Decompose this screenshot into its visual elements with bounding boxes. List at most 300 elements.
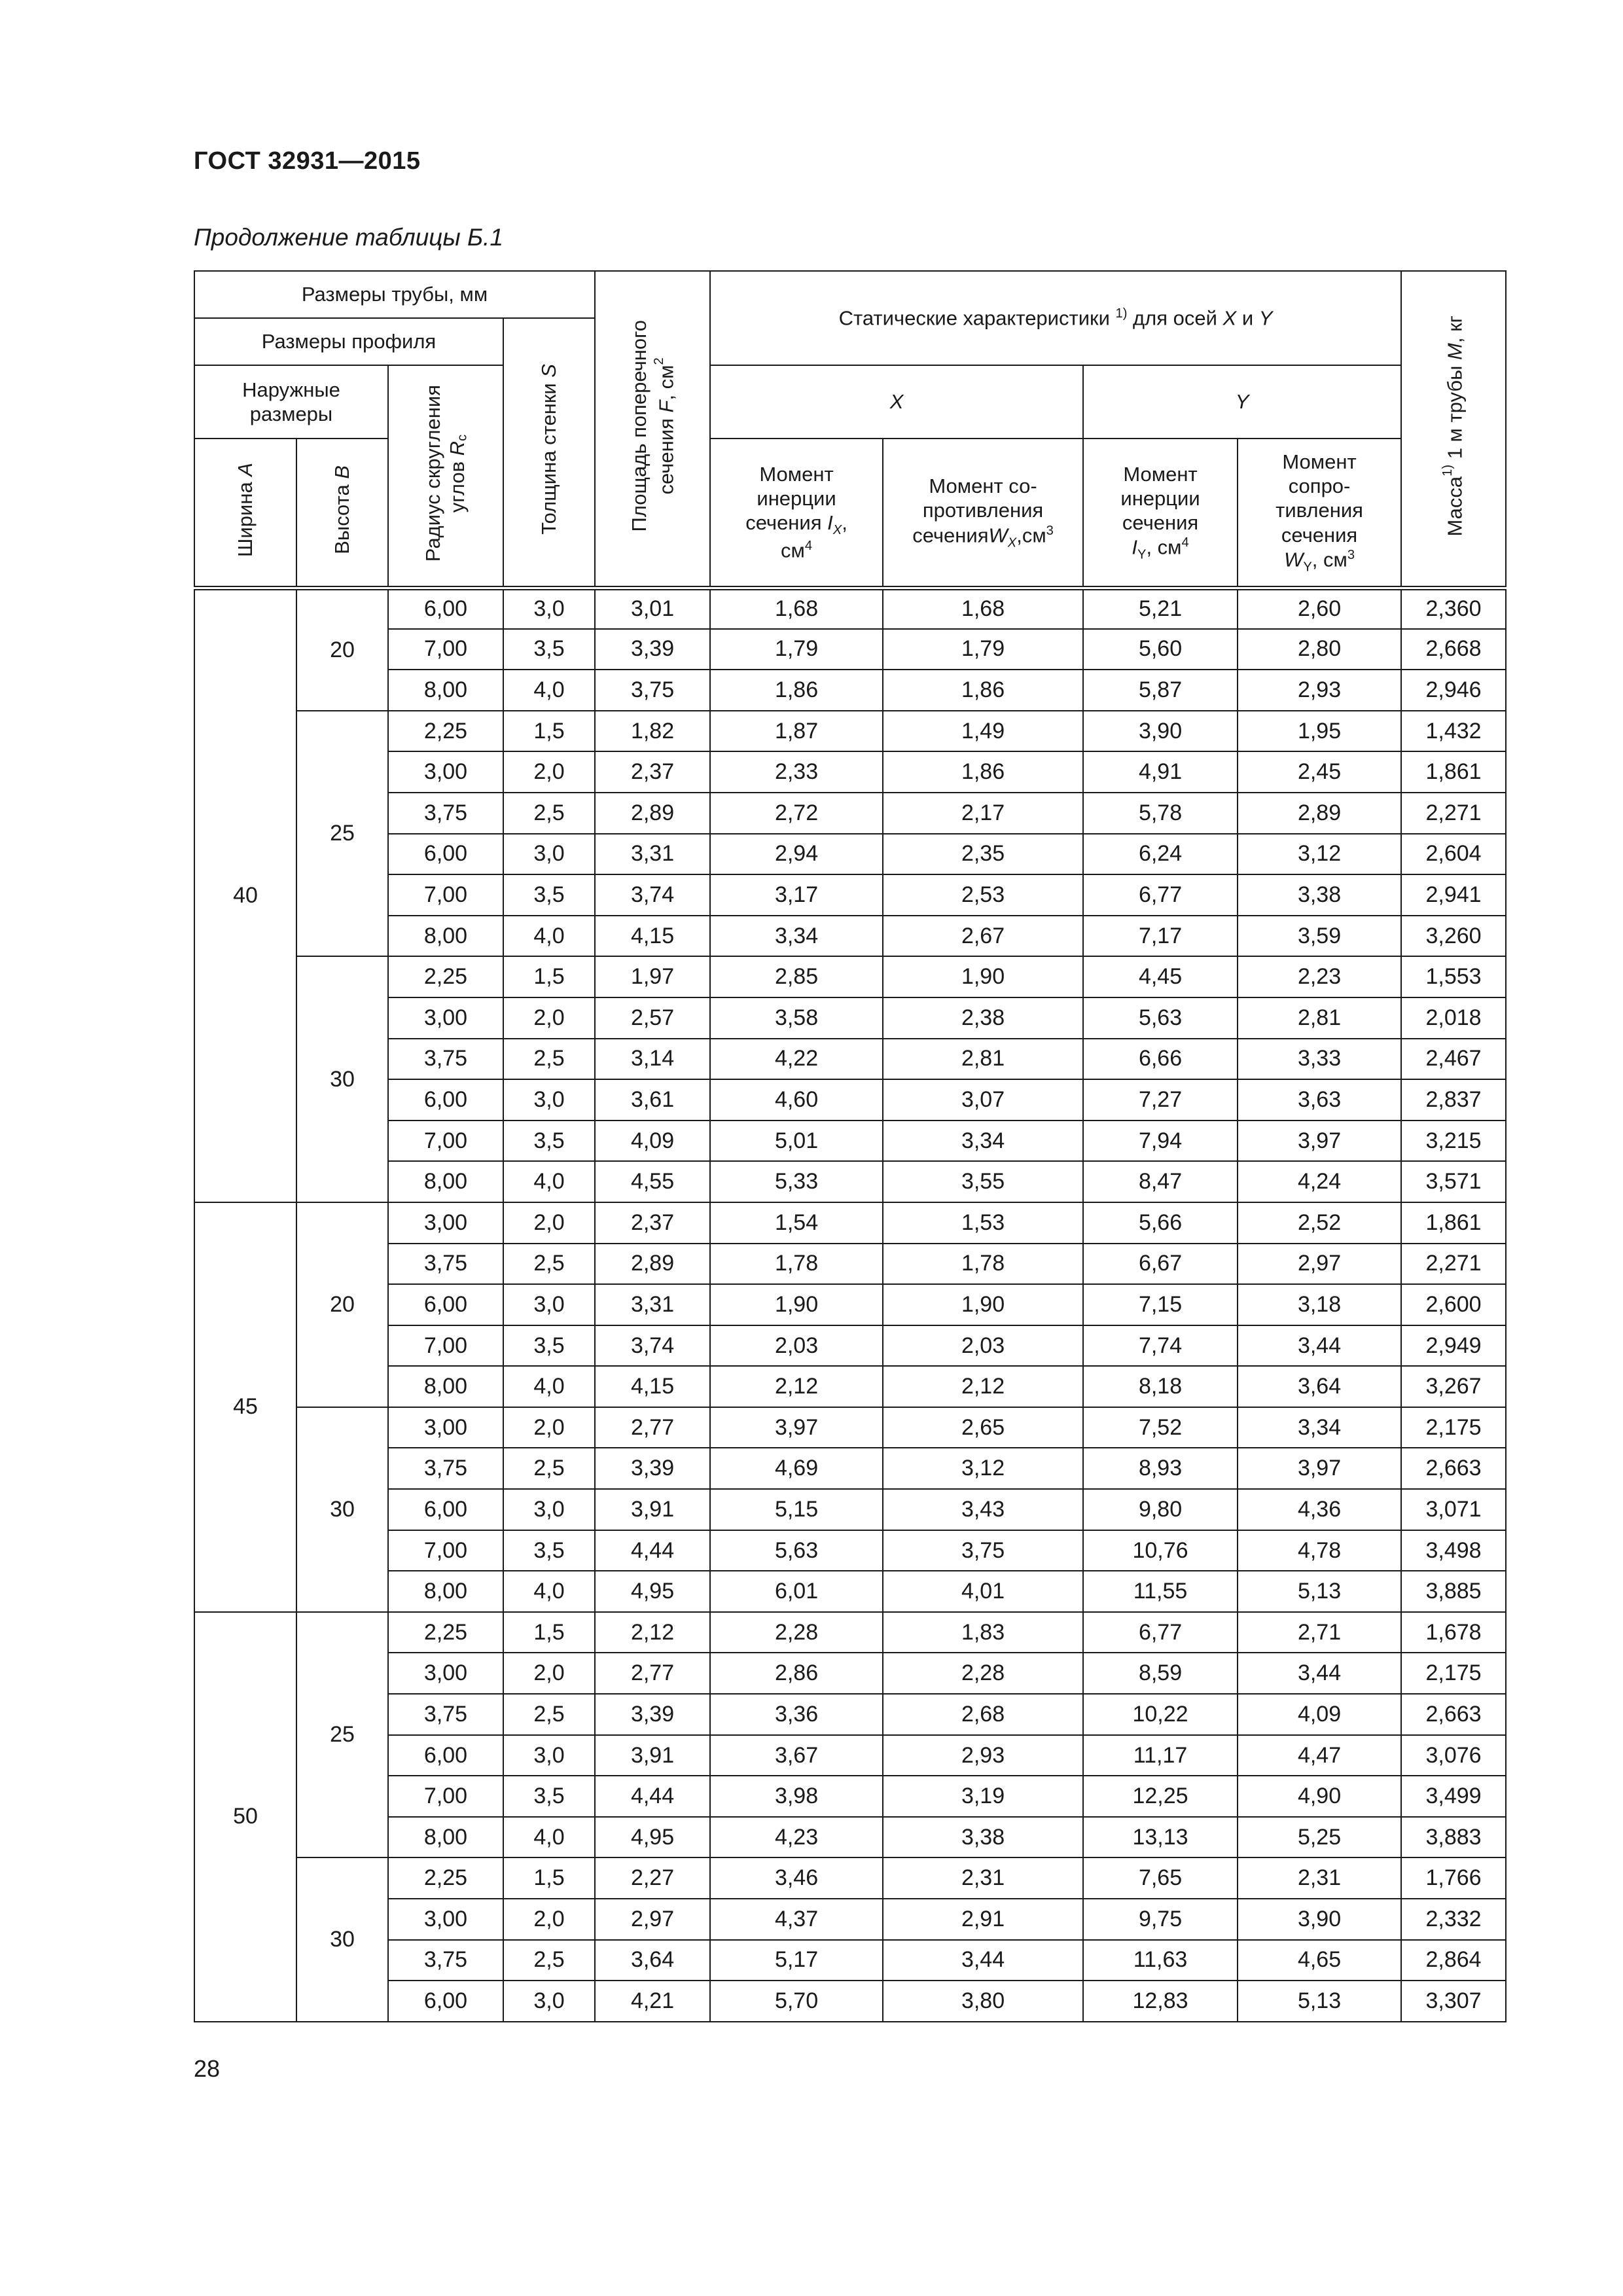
table-cell: 3,00 bbox=[388, 997, 503, 1039]
table-cell: 7,00 bbox=[388, 1325, 503, 1367]
table-row bbox=[194, 1899, 1506, 1940]
table-cell: 1,83 bbox=[883, 1612, 1083, 1653]
table-cell: 2,0 bbox=[503, 1653, 595, 1694]
table-cell: 1,90 bbox=[883, 956, 1083, 997]
table-cell: 2,60 bbox=[1238, 588, 1401, 629]
table-cell: 2,332 bbox=[1401, 1899, 1506, 1940]
table-cell: 7,00 bbox=[388, 874, 503, 916]
header-mass: Масса$^{1)}$ 1 м трубы M, кг bbox=[1401, 271, 1506, 588]
table-cell: 3,18 bbox=[1238, 1284, 1401, 1325]
table-cell: 1,49 bbox=[883, 711, 1083, 752]
table-cell: 4,95 bbox=[595, 1817, 710, 1858]
table-row bbox=[194, 629, 1506, 670]
table-cell: 2,27 bbox=[595, 1857, 710, 1899]
table-row bbox=[194, 1161, 1506, 1202]
table-cell: 30 bbox=[296, 956, 388, 1202]
table-cell: 4,47 bbox=[1238, 1735, 1401, 1776]
table-cell: 9,75 bbox=[1083, 1899, 1238, 1940]
table-cell: 2,65 bbox=[883, 1407, 1083, 1448]
table-row bbox=[194, 1735, 1506, 1776]
table-cell: 3,38 bbox=[1238, 874, 1401, 916]
table-cell: 8,00 bbox=[388, 1817, 503, 1858]
table-cell: 4,0 bbox=[503, 1161, 595, 1202]
table-cell: 2,53 bbox=[883, 874, 1083, 916]
table-cell: 2,31 bbox=[1238, 1857, 1401, 1899]
table-cell: 2,91 bbox=[883, 1899, 1083, 1940]
table-cell: 5,60 bbox=[1083, 629, 1238, 670]
header-axis-x: X bbox=[710, 365, 1083, 439]
table-row bbox=[194, 874, 1506, 916]
table-cell: 2,5 bbox=[503, 1940, 595, 1981]
table-cell: 2,0 bbox=[503, 751, 595, 793]
table-cell: 2,81 bbox=[883, 1039, 1083, 1080]
table-cell: 1,79 bbox=[710, 629, 883, 670]
table-cell: 2,271 bbox=[1401, 1244, 1506, 1285]
table-row bbox=[194, 1202, 1506, 1244]
table-cell: 4,55 bbox=[595, 1161, 710, 1202]
table-cell: 4,15 bbox=[595, 916, 710, 957]
table-cell: 7,65 bbox=[1083, 1857, 1238, 1899]
table-cell: 2,0 bbox=[503, 1407, 595, 1448]
table-cell: 1,861 bbox=[1401, 751, 1506, 793]
table-cell: 3,0 bbox=[503, 1079, 595, 1121]
table-cell: 1,54 bbox=[710, 1202, 883, 1244]
table-cell: 2,600 bbox=[1401, 1284, 1506, 1325]
table-cell: 1,432 bbox=[1401, 711, 1506, 752]
table-cell: 6,00 bbox=[388, 1284, 503, 1325]
table-cell: 1,68 bbox=[710, 588, 883, 629]
table-row bbox=[194, 670, 1506, 711]
table-cell: 2,946 bbox=[1401, 670, 1506, 711]
table-cell: 2,93 bbox=[883, 1735, 1083, 1776]
table-cell: 3,98 bbox=[710, 1776, 883, 1817]
table-row bbox=[194, 1940, 1506, 1981]
table-cell: 11,63 bbox=[1083, 1940, 1238, 1981]
table-cell: 4,91 bbox=[1083, 751, 1238, 793]
table-cell: 12,83 bbox=[1083, 1981, 1238, 2022]
table-cell: 2,018 bbox=[1401, 997, 1506, 1039]
table-cell: 3,0 bbox=[503, 834, 595, 875]
table-cell: 2,360 bbox=[1401, 588, 1506, 629]
table-cell: 1,766 bbox=[1401, 1857, 1506, 1899]
table-cell: 2,0 bbox=[503, 1899, 595, 1940]
table-caption: Продолжение таблицы Б.1 bbox=[194, 224, 503, 251]
table-cell: 2,80 bbox=[1238, 629, 1401, 670]
table-cell: 3,75 bbox=[595, 670, 710, 711]
table-cell: 7,94 bbox=[1083, 1121, 1238, 1162]
table-cell: 1,78 bbox=[710, 1244, 883, 1285]
table-cell: 8,00 bbox=[388, 916, 503, 957]
table-cell: 3,75 bbox=[883, 1530, 1083, 1571]
table-cell: 7,52 bbox=[1083, 1407, 1238, 1448]
table-cell: 11,17 bbox=[1083, 1735, 1238, 1776]
table-cell: 3,75 bbox=[388, 1694, 503, 1735]
table-cell: 2,93 bbox=[1238, 670, 1401, 711]
table-row bbox=[194, 1448, 1506, 1489]
table-cell: 4,37 bbox=[710, 1899, 883, 1940]
table-cell: 1,79 bbox=[883, 629, 1083, 670]
table-row bbox=[194, 834, 1506, 875]
table-cell: 2,25 bbox=[388, 956, 503, 997]
table-cell: 8,00 bbox=[388, 1571, 503, 1612]
table-cell: 3,90 bbox=[1083, 711, 1238, 752]
table-cell: 2,85 bbox=[710, 956, 883, 997]
table-cell: 9,80 bbox=[1083, 1489, 1238, 1530]
table-cell: 1,861 bbox=[1401, 1202, 1506, 1244]
table-cell: 5,33 bbox=[710, 1161, 883, 1202]
table-cell: 4,45 bbox=[1083, 956, 1238, 997]
table-row bbox=[194, 1571, 1506, 1612]
table-cell: 4,22 bbox=[710, 1039, 883, 1080]
table-cell: 5,13 bbox=[1238, 1571, 1401, 1612]
table-cell: 4,21 bbox=[595, 1981, 710, 2022]
table-cell: 3,307 bbox=[1401, 1981, 1506, 2022]
table-cell: 3,00 bbox=[388, 751, 503, 793]
table-cell: 2,668 bbox=[1401, 629, 1506, 670]
table-cell: 3,75 bbox=[388, 1244, 503, 1285]
table-cell: 40 bbox=[194, 588, 296, 1202]
table-cell: 3,39 bbox=[595, 1694, 710, 1735]
table-cell: 3,498 bbox=[1401, 1530, 1506, 1571]
table-cell: 30 bbox=[296, 1407, 388, 1612]
table-cell: 2,467 bbox=[1401, 1039, 1506, 1080]
table-cell: 2,864 bbox=[1401, 1940, 1506, 1981]
table-cell: 1,5 bbox=[503, 956, 595, 997]
table-cell: 3,39 bbox=[595, 1448, 710, 1489]
table-cell: 4,09 bbox=[595, 1121, 710, 1162]
table-cell: 5,63 bbox=[710, 1530, 883, 1571]
table-cell: 8,93 bbox=[1083, 1448, 1238, 1489]
table-row bbox=[194, 1776, 1506, 1817]
header-cross-section-area: Площадь поперечного сечения F, $см^2$ bbox=[595, 271, 710, 588]
table-cell: 1,78 bbox=[883, 1244, 1083, 1285]
table-cell: 7,17 bbox=[1083, 916, 1238, 957]
table-cell: 2,271 bbox=[1401, 793, 1506, 834]
table-cell: 3,499 bbox=[1401, 1776, 1506, 1817]
table-row bbox=[194, 1039, 1506, 1080]
table-cell: 3,215 bbox=[1401, 1121, 1506, 1162]
table-cell: 10,76 bbox=[1083, 1530, 1238, 1571]
table-cell: 3,0 bbox=[503, 1735, 595, 1776]
table-cell: 5,66 bbox=[1083, 1202, 1238, 1244]
table-cell: 3,01 bbox=[595, 588, 710, 629]
header-height-b: Высота B bbox=[296, 439, 388, 588]
table-cell: 4,0 bbox=[503, 1571, 595, 1612]
table-cell: 2,28 bbox=[883, 1653, 1083, 1694]
table-cell: 4,01 bbox=[883, 1571, 1083, 1612]
table-cell: 4,23 bbox=[710, 1817, 883, 1858]
table-cell: 7,00 bbox=[388, 1776, 503, 1817]
table-cell: 2,97 bbox=[595, 1899, 710, 1940]
table-cell: 3,267 bbox=[1401, 1366, 1506, 1407]
table-cell: 2,89 bbox=[595, 793, 710, 834]
header-static-characteristics: Статические характеристики $^{1)}$ для осей X и Y bbox=[710, 271, 1401, 365]
table-cell: 8,47 bbox=[1083, 1161, 1238, 1202]
table-row bbox=[194, 588, 1506, 629]
table-cell: 2,94 bbox=[710, 834, 883, 875]
table-cell: 2,31 bbox=[883, 1857, 1083, 1899]
table-cell: 2,52 bbox=[1238, 1202, 1401, 1244]
table-cell: 3,46 bbox=[710, 1857, 883, 1899]
table-cell: 3,00 bbox=[388, 1899, 503, 1940]
table-cell: 6,00 bbox=[388, 1981, 503, 2022]
table-cell: 8,59 bbox=[1083, 1653, 1238, 1694]
table-cell: 2,12 bbox=[595, 1612, 710, 1653]
table-cell: 4,09 bbox=[1238, 1694, 1401, 1735]
table-cell: 3,31 bbox=[595, 1284, 710, 1325]
table-cell: 1,86 bbox=[883, 670, 1083, 711]
table-cell: 8,00 bbox=[388, 1366, 503, 1407]
table-cell: 3,12 bbox=[1238, 834, 1401, 875]
table-cell: 3,34 bbox=[710, 916, 883, 957]
header-corner-radius: Радиус скругления углов $R_c$ bbox=[388, 365, 503, 588]
table-cell: 2,837 bbox=[1401, 1079, 1506, 1121]
header-pipe-dimensions: Размеры трубы, мм bbox=[194, 271, 595, 318]
table-cell: 3,0 bbox=[503, 1284, 595, 1325]
table-cell: 2,72 bbox=[710, 793, 883, 834]
table-row bbox=[194, 1244, 1506, 1285]
table-cell: 2,35 bbox=[883, 834, 1083, 875]
table-row bbox=[194, 1079, 1506, 1121]
table-cell: 2,68 bbox=[883, 1694, 1083, 1735]
table-cell: 3,17 bbox=[710, 874, 883, 916]
table-cell: 3,55 bbox=[883, 1161, 1083, 1202]
table-cell: 25 bbox=[296, 1612, 388, 1858]
table-cell: 3,64 bbox=[1238, 1366, 1401, 1407]
table-cell: 2,89 bbox=[595, 1244, 710, 1285]
table-cell: 3,0 bbox=[503, 1981, 595, 2022]
table-cell: 6,00 bbox=[388, 834, 503, 875]
table-row bbox=[194, 1612, 1506, 1653]
table-cell: 3,97 bbox=[1238, 1121, 1401, 1162]
table-row bbox=[194, 793, 1506, 834]
table-cell: 2,97 bbox=[1238, 1244, 1401, 1285]
table-cell: 2,28 bbox=[710, 1612, 883, 1653]
table-cell: 3,34 bbox=[1238, 1407, 1401, 1448]
table-cell: 5,78 bbox=[1083, 793, 1238, 834]
table-cell: 2,57 bbox=[595, 997, 710, 1039]
table-cell: 4,90 bbox=[1238, 1776, 1401, 1817]
table-row bbox=[194, 1530, 1506, 1571]
table-cell: 50 bbox=[194, 1612, 296, 2022]
table-cell: 4,36 bbox=[1238, 1489, 1401, 1530]
table-cell: 2,17 bbox=[883, 793, 1083, 834]
table-cell: 3,75 bbox=[388, 1448, 503, 1489]
table-cell: 3,883 bbox=[1401, 1817, 1506, 1858]
table-cell: 2,604 bbox=[1401, 834, 1506, 875]
table-body bbox=[194, 588, 1506, 2022]
table-cell: 2,77 bbox=[595, 1407, 710, 1448]
table-cell: 3,071 bbox=[1401, 1489, 1506, 1530]
table-cell: 7,00 bbox=[388, 1530, 503, 1571]
table-cell: 3,571 bbox=[1401, 1161, 1506, 1202]
table-cell: 6,01 bbox=[710, 1571, 883, 1612]
table-cell: 3,97 bbox=[1238, 1448, 1401, 1489]
table-cell: 3,39 bbox=[595, 629, 710, 670]
table-cell: 3,44 bbox=[883, 1940, 1083, 1981]
table-cell: 1,97 bbox=[595, 956, 710, 997]
table-row bbox=[194, 711, 1506, 752]
table-cell: 5,21 bbox=[1083, 588, 1238, 629]
table-cell: 3,33 bbox=[1238, 1039, 1401, 1080]
table-cell: 3,90 bbox=[1238, 1899, 1401, 1940]
header-wall-thickness: Толщина стенки S bbox=[503, 318, 595, 588]
table-cell: 1,5 bbox=[503, 1612, 595, 1653]
table-cell: 2,37 bbox=[595, 751, 710, 793]
table-cell: 5,63 bbox=[1083, 997, 1238, 1039]
table-cell: 2,5 bbox=[503, 1448, 595, 1489]
table-cell: 1,678 bbox=[1401, 1612, 1506, 1653]
table-cell: 3,14 bbox=[595, 1039, 710, 1080]
table-cell: 2,67 bbox=[883, 916, 1083, 957]
profile-pipe-table bbox=[194, 270, 1507, 2022]
page-number: 28 bbox=[194, 2055, 221, 2082]
table-row bbox=[194, 1817, 1506, 1858]
table-cell: 2,0 bbox=[503, 1202, 595, 1244]
header-resistance-x: Момент со- противления $сеченияW_X,см^3$ bbox=[883, 439, 1083, 588]
table-cell: 2,38 bbox=[883, 997, 1083, 1039]
table-cell: 3,75 bbox=[388, 793, 503, 834]
table-cell: 2,941 bbox=[1401, 874, 1506, 916]
table-cell: 2,37 bbox=[595, 1202, 710, 1244]
table-row bbox=[194, 1284, 1506, 1325]
table-cell: 1,90 bbox=[883, 1284, 1083, 1325]
table-row bbox=[194, 1325, 1506, 1367]
table-cell: 11,55 bbox=[1083, 1571, 1238, 1612]
document-code: ГОСТ 32931—2015 bbox=[194, 147, 421, 175]
table-cell: 2,81 bbox=[1238, 997, 1401, 1039]
table-cell: 3,75 bbox=[388, 1039, 503, 1080]
header-width-a: Ширина A bbox=[194, 439, 296, 588]
table-row bbox=[194, 1121, 1506, 1162]
table-cell: 3,91 bbox=[595, 1489, 710, 1530]
table-cell: 6,24 bbox=[1083, 834, 1238, 875]
table-cell: 3,36 bbox=[710, 1694, 883, 1735]
table-row bbox=[194, 1366, 1506, 1407]
table-cell: 3,64 bbox=[595, 1940, 710, 1981]
table-cell: 3,0 bbox=[503, 1489, 595, 1530]
header-axis-y: Y bbox=[1083, 365, 1401, 439]
header-inertia-x: Момент инерции сечения $I_X$, $см^4$ bbox=[710, 439, 883, 588]
table-cell: 3,31 bbox=[595, 834, 710, 875]
table-cell: 1,5 bbox=[503, 1857, 595, 1899]
table-cell: 6,77 bbox=[1083, 874, 1238, 916]
table-cell: 3,12 bbox=[883, 1448, 1083, 1489]
table-cell: 2,25 bbox=[388, 1612, 503, 1653]
table-cell: 3,91 bbox=[595, 1735, 710, 1776]
table-cell: 3,00 bbox=[388, 1202, 503, 1244]
table-cell: 3,59 bbox=[1238, 916, 1401, 957]
table-cell: 5,01 bbox=[710, 1121, 883, 1162]
table-cell: 3,5 bbox=[503, 1530, 595, 1571]
header-inertia-y: Момент инерции сечения $I_Y$, $см^4$ bbox=[1083, 439, 1238, 588]
table-cell: 4,69 bbox=[710, 1448, 883, 1489]
table-cell: 3,75 bbox=[388, 1940, 503, 1981]
table-cell: 2,175 bbox=[1401, 1653, 1506, 1694]
table-cell: 2,03 bbox=[883, 1325, 1083, 1367]
table-cell: 8,00 bbox=[388, 670, 503, 711]
table-cell: 5,17 bbox=[710, 1940, 883, 1981]
table-cell: 3,5 bbox=[503, 1121, 595, 1162]
table-cell: 1,82 bbox=[595, 711, 710, 752]
table-cell: 4,44 bbox=[595, 1776, 710, 1817]
table-cell: 1,86 bbox=[710, 670, 883, 711]
table-cell: 4,95 bbox=[595, 1571, 710, 1612]
table-cell: 2,0 bbox=[503, 997, 595, 1039]
table-cell: 5,15 bbox=[710, 1489, 883, 1530]
table-cell: 8,18 bbox=[1083, 1366, 1238, 1407]
table-cell: 3,61 bbox=[595, 1079, 710, 1121]
table-row bbox=[194, 751, 1506, 793]
table-cell: 3,74 bbox=[595, 874, 710, 916]
table-cell: 6,00 bbox=[388, 588, 503, 629]
table-cell: 1,53 bbox=[883, 1202, 1083, 1244]
table-cell: 4,60 bbox=[710, 1079, 883, 1121]
table-cell: 3,67 bbox=[710, 1735, 883, 1776]
table-cell: 3,63 bbox=[1238, 1079, 1401, 1121]
table-cell: 2,5 bbox=[503, 793, 595, 834]
header-outer-dimensions: Наружные размеры bbox=[194, 365, 388, 439]
table-cell: 3,5 bbox=[503, 629, 595, 670]
table-cell: 7,27 bbox=[1083, 1079, 1238, 1121]
table-cell: 3,885 bbox=[1401, 1571, 1506, 1612]
table-cell: 10,22 bbox=[1083, 1694, 1238, 1735]
table-cell: 4,65 bbox=[1238, 1940, 1401, 1981]
table-cell: 1,553 bbox=[1401, 956, 1506, 997]
table-cell: 2,89 bbox=[1238, 793, 1401, 834]
table-cell: 2,45 bbox=[1238, 751, 1401, 793]
table-cell: 3,5 bbox=[503, 1776, 595, 1817]
table-cell: 3,74 bbox=[595, 1325, 710, 1367]
table-cell: 7,00 bbox=[388, 629, 503, 670]
table-row bbox=[194, 1407, 1506, 1448]
table-cell: 13,13 bbox=[1083, 1817, 1238, 1858]
table-cell: 3,19 bbox=[883, 1776, 1083, 1817]
table-cell: 3,00 bbox=[388, 1653, 503, 1694]
table-cell: 3,260 bbox=[1401, 916, 1506, 957]
table-cell: 2,5 bbox=[503, 1244, 595, 1285]
table-cell: 3,44 bbox=[1238, 1325, 1401, 1367]
table-cell: 3,34 bbox=[883, 1121, 1083, 1162]
table-cell: 3,58 bbox=[710, 997, 883, 1039]
table-cell: 6,00 bbox=[388, 1079, 503, 1121]
table-cell: 2,175 bbox=[1401, 1407, 1506, 1448]
table-cell: 20 bbox=[296, 588, 388, 711]
table-cell: 6,00 bbox=[388, 1489, 503, 1530]
table-cell: 4,44 bbox=[595, 1530, 710, 1571]
table-cell: 4,0 bbox=[503, 1817, 595, 1858]
header-resistance-y: Момент сопро- тивления сечения $W_Y$, $см^3$ bbox=[1238, 439, 1401, 588]
table-cell: 5,13 bbox=[1238, 1981, 1401, 2022]
table-cell: 30 bbox=[296, 1857, 388, 2021]
table-cell: 2,12 bbox=[710, 1366, 883, 1407]
table-cell: 2,33 bbox=[710, 751, 883, 793]
table-cell: 2,77 bbox=[595, 1653, 710, 1694]
table-cell: 1,95 bbox=[1238, 711, 1401, 752]
table-cell: 7,15 bbox=[1083, 1284, 1238, 1325]
table-row bbox=[194, 1857, 1506, 1899]
table-cell: 7,00 bbox=[388, 1121, 503, 1162]
table-cell: 4,15 bbox=[595, 1366, 710, 1407]
table-cell: 1,86 bbox=[883, 751, 1083, 793]
table-cell: 3,00 bbox=[388, 1407, 503, 1448]
table-cell: 5,87 bbox=[1083, 670, 1238, 711]
table-cell: 3,5 bbox=[503, 874, 595, 916]
table-row bbox=[194, 916, 1506, 957]
table-cell: 1,5 bbox=[503, 711, 595, 752]
table-cell: 2,663 bbox=[1401, 1448, 1506, 1489]
table-row bbox=[194, 1489, 1506, 1530]
